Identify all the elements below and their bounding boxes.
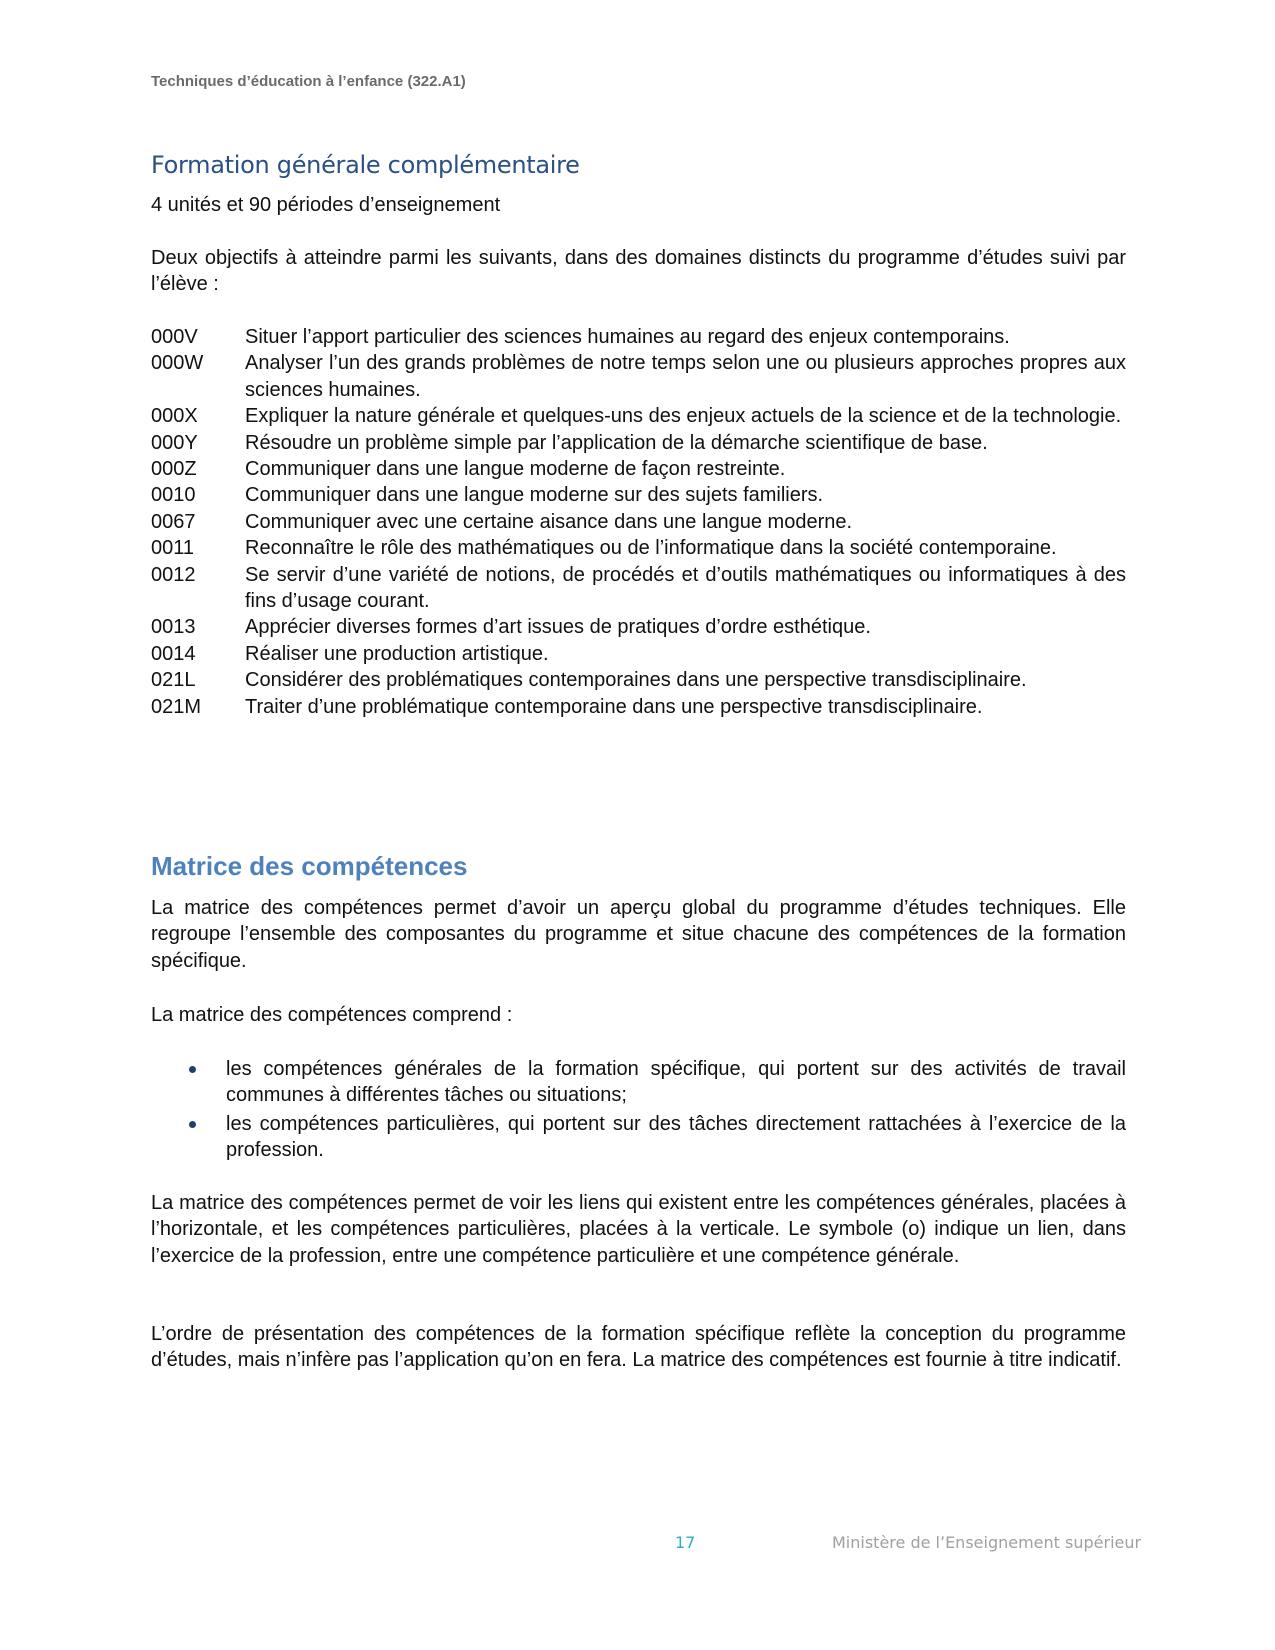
objective-code: 021M <box>151 695 202 718</box>
objective-item <box>151 535 1126 561</box>
section-title-formation: Formation générale complémentaire <box>151 151 580 179</box>
objective-text: Communiquer dans une langue moderne sur des sujets familiers. <box>245 484 824 507</box>
footer-ministry: Ministère de l’Enseignement supérieur <box>832 1533 1142 1552</box>
running-header: Techniques d’éducation à l’enfance (322.A1) <box>151 73 466 90</box>
bullet-icon <box>189 1121 196 1128</box>
objective-item <box>151 641 1126 667</box>
objective-text: Considérer des problématiques contemporaines dans une perspective transdisciplinaire. <box>245 669 1027 692</box>
objective-text: Traiter d’une problématique contemporaine dans une perspective transdisciplinaire. <box>245 695 983 718</box>
objective-text: Analyser l’un des grands problèmes de notre temps selon une ou plusieurs approches propres aux sciences humaines. <box>245 352 1126 401</box>
section-title-matrice: Matrice des compétences <box>151 851 468 881</box>
objective-code: 0012 <box>151 563 196 586</box>
objective-item <box>151 350 1126 403</box>
objective-item <box>151 482 1126 508</box>
objective-item <box>151 403 1126 429</box>
objective-code: 021L <box>151 669 196 692</box>
objective-text: Se servir d’une variété de notions, de procédés et d’outils mathématiques ou informatiques à des fins d’usage courant. <box>245 563 1126 613</box>
objective-item <box>151 456 1126 482</box>
objective-item <box>151 694 1126 720</box>
objective-text: Réaliser une production artistique. <box>245 642 549 665</box>
objective-code: 0013 <box>151 616 196 639</box>
matrice-paragraph-4: L’ordre de présentation des compétences de la formation spécifique reflète la conception du programme d’études, mais n’infère pas l’application qu’on en fera. La matrice des compétences est fournie à titre indicatif. <box>151 1323 1126 1372</box>
objective-text: Situer l’apport particulier des sciences humaines au regard des enjeux contemporains. <box>245 326 1010 348</box>
bullet-item: les compétences particulières, qui portent sur des tâches directement rattachées à l’exercice de la profession. <box>151 1111 1126 1164</box>
objective-item <box>151 324 1126 350</box>
objective-code: 0014 <box>151 642 196 665</box>
bullet-item: les compétences générales de la formation spécifique, qui portent sur des activités de travail communes à différentes tâches ou situations; <box>151 1056 1126 1109</box>
objective-text: Communiquer dans une langue moderne de façon restreinte. <box>245 458 786 481</box>
objective-text: Communiquer avec une certaine aisance dans une langue moderne. <box>245 510 853 533</box>
objective-item <box>151 430 1126 456</box>
units-text: 4 unités et 90 périodes d’enseignement <box>151 194 501 216</box>
page-number: 17 <box>675 1533 696 1552</box>
objective-code: 0011 <box>151 537 195 560</box>
objective-text: Apprécier diverses formes d’art issues de pratiques d’ordre esthétique. <box>245 616 871 639</box>
objective-text: Expliquer la nature générale et quelques-uns des enjeux actuels de la science et de la technologie. <box>245 405 1122 428</box>
objective-text: Résoudre un problème simple par l’application de la démarche scientifique de base. <box>245 431 988 454</box>
matrice-paragraph-2: La matrice des compétences comprend : <box>151 1004 513 1026</box>
objective-code: 000X <box>151 405 198 428</box>
objective-text: Reconnaître le rôle des mathématiques ou de l’informatique dans la société contemporaine. <box>245 537 1057 560</box>
objective-item <box>151 614 1126 640</box>
bullet-icon <box>189 1066 196 1073</box>
matrice-bullets <box>151 1056 1126 1166</box>
objectives-list <box>151 324 1126 720</box>
objective-code: 000V <box>151 326 198 348</box>
objective-code: 000Z <box>151 458 197 481</box>
objective-item <box>151 562 1126 615</box>
objective-item <box>151 509 1126 535</box>
objective-item <box>151 667 1126 693</box>
objective-code: 0010 <box>151 484 196 507</box>
intro-paragraph: Deux objectifs à atteindre parmi les suivants, dans des domaines distincts du programme d’études suivi par l’élève : <box>151 247 1126 296</box>
objective-code: 0067 <box>151 510 196 533</box>
matrice-paragraph-1: La matrice des compétences permet d’avoir un aperçu global du programme d’études techniques. Elle regroupe l’ensemble des composantes du programme et situe chacune des compétences de la formation spécifique. <box>151 897 1126 972</box>
matrice-paragraph-3: La matrice des compétences permet de voir les liens qui existent entre les compétences générales, placées à l’horizontale, et les compétences particulières, placées à la verticale. Le symbole (o) indique un lien, dans l’exercice de la profession, entre une compétence particulière et une compétence générale. <box>151 1192 1126 1267</box>
objective-code: 000W <box>151 352 204 375</box>
objective-code: 000Y <box>151 431 198 454</box>
